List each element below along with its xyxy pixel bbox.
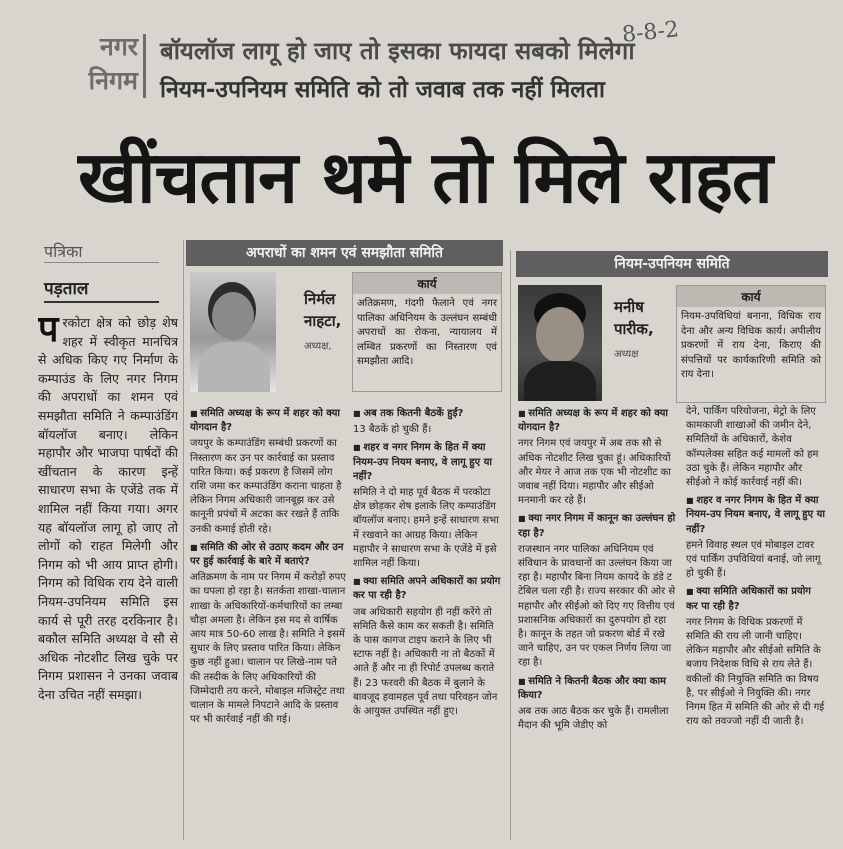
committee1-header: अपराधों का शमन एवं समझौता समिति (186, 240, 503, 266)
column-divider (183, 240, 184, 840)
member-name-1-text: निर्मल नाहटा, (304, 290, 342, 330)
duty-title-2: कार्य (677, 286, 825, 307)
question: ■ अब तक कितनी बैठकें हुईं? (353, 407, 503, 421)
section-label-top: नगर (99, 32, 138, 61)
duty-text-1: अतिक्रमण, गंदगी फैलाने एवं नगर पालिका अधिनियम के उल्लंघन सम्बंधी अपराधों का रोकना, न्यायालय में लम्बित प्रकरणों का निस्तारण एवं समझौता आदि। (357, 298, 497, 367)
kicker-line-1: बॉयलॉज लागू हो जाए तो इसका फायदा सबको मिलेगा (160, 37, 635, 65)
member-name-2-text: मनीष पारीक, (614, 298, 654, 338)
duty-box-2 (676, 285, 826, 403)
intro-article (38, 314, 178, 839)
question: ■ समिति ने कितनी बैठक और क्या काम किया? (518, 675, 676, 703)
handwritten-date: 8-8-2 (620, 17, 681, 48)
answer: देने, पार्किंग परियोजना, मेट्रो के लिए कामकाजी शाखाओं की जमीन देने, समितियों के अधिकारों, केशेव कॉम्पलेक्स सहित कई मामलों को हम उठा चुके हैं। लेकिन महापौर और सीईओ ने कोई कार्रवाई नहीं की। (686, 406, 819, 489)
headline: खींचतान थमे तो मिले राहत (78, 135, 772, 219)
committee2-column-1 (518, 403, 676, 839)
answer: जयपुर के कम्पाउंडिंग सम्बंधी प्रकरणों का निस्तारण कर उन पर कार्रवाई का प्रस्ताव पारित किया। कई प्रकरण है जिसमें लोग राशि जमा कर कम्पाउंडिंग कराना चाहता है लेकिन निगम अधिकारी जानबूझ कर उसे कानूनी प्रपंचों में अटका कर रखते हैं ताकि उनकी कमाई होती रहे। (190, 438, 342, 535)
answer: अब तक आठ बैठक कर चुके हैं। रामलीला मैदान की भूमि जेडीए को (518, 706, 669, 732)
member-name-2 (614, 296, 669, 366)
section-label (58, 30, 138, 98)
section-tag: पड़ताल (44, 276, 159, 303)
section-label-bottom: निगम (88, 66, 138, 95)
duty-title-1: कार्य (353, 273, 501, 294)
member-role-1: अध्यक्ष, (304, 341, 332, 352)
question: ■ शहर व नगर निगम के हित में क्या नियम-उप नियम बनाए, वे लागू हुए या नहीं? (353, 441, 503, 484)
committee2-header: नियम-उपनियम समिति (516, 251, 828, 277)
question: ■ क्या समिति अधिकारों का प्रयोग कर पा रही है? (686, 585, 826, 613)
kicker-line-2: नियम-उपनियम समिति को तो जवाब तक नहीं मिलता (160, 77, 605, 103)
answer: हमने विवाह स्थल एवं मोबाइल टावर एवं पार्किंग उपविधियां बनाई, जो लागू हो चुकी हैं। (686, 539, 821, 580)
answer: नगर निगम एवं जयपुर में अब तक सौ से अधिक नोटशीट लिख चुका हूं। अधिकारियों और मेयर ने आज तक एक भी नोटशीट का जवाब नहीं दिया। महापौर और सीईओ मनमानी कर रहे हैं। (518, 438, 671, 507)
answer: अतिक्रमण के नाम पर निगम में करोड़ों रुपए का घपला हो रहा है। सतर्कता शाखा-चालान शाखा के अधिकारियों-कर्मचारियों का लम्बा चौड़ा अमला है। लेकिन इस मद से वार्षिक आय मात्र 50-60 लाख है। समिति ने इसमें सुधार के लिए प्रस्ताव पारित किया। लेकिन कुछ नहीं हुआ। चालान पर लिखे-नाम पते की तस्दीक के लिए अधिकारियों की जिम्मेदारी तय करने, मोबाइल मजिस्ट्रेट तथा चालान के मामले निपटाने आदि के प्रस्ताव पर भी कार्रवाई नहीं की गई। (190, 572, 346, 726)
member-name-1 (304, 288, 359, 358)
member-role-2: अध्यक्ष (614, 349, 639, 360)
duty-text-2: नियम-उपविधियां बनाना, विधिक राय देना और अन्य विधिक कार्य। अपीलीय प्रकरणों में राय देना, किराए की संपत्तियों पर कार्यकारिणी समिति को राय देना। (681, 311, 821, 380)
answer: 13 बैठकें हो चुकी हैं। (353, 424, 432, 436)
member-photo-nirmal (190, 272, 276, 392)
kicker-bracket (143, 34, 153, 98)
duty-box-1 (352, 272, 502, 392)
question: ■ क्या समिति अपने अधिकारों का प्रयोग कर पा रही है? (353, 575, 503, 603)
committee1-column-1 (190, 403, 350, 839)
question: ■ समिति अध्यक्ष के रूप में शहर को क्या योगदान है? (190, 407, 350, 435)
column-divider (510, 250, 511, 840)
committee1-column-2 (353, 403, 503, 839)
question: ■ क्या नगर निगम में कानून का उल्लंघन हो रहा है? (518, 512, 676, 540)
answer: राजस्थान नगर पालिका अधिनियम एवं संविधान के प्रावधानों का उल्लंघन किया जा रहा है। महापौर बिना नियम कायदे के डंडे ट टेबिल चला रही है। राज्य सरकार की ओर से महापौर और सीईओ को दिए गए वित्तीय एवं प्रशासनिक अधिकारों का दुरुपयोग हो रहा है। कानून के तहत जो प्रकरण बोर्ड में रखे जाने चाहिए, उन पर एकल निर्णय लिया जा रहा है। (518, 543, 676, 669)
committee2-column-2 (686, 403, 826, 839)
question: ■ समिति की ओर से उठाए कदम और उन पर हुई कार्रवाई के बारे में बताएं? (190, 541, 350, 569)
intro-text: रकोटा क्षेत्र को छोड़ शेष शहर में स्वीकृत मानचित्र से अधिक किए गए निर्माण के कम्पाउंड के लिए नगर निगम की अपराधों का शमन एवं समझौता समिति ने कम्पाउंडिंग बॉयलॉज बनाए। लेकिन महापौर और भाजपा पार्षदों की खींचतान के कारण इन्हें साधारण सभा के एजेंडे तक में शामिल नहीं किया गया। अगर यह बॉयलॉज लागू हो जाए तो लोगों को राहत मिलेगी और निगम को भी आय प्राप्त होगी। निगम को विधिक राय देने वाली नियम-उपनियम समिति इस कार्य से पूरी तरह दरकिनार है। बकौल समिति अध्यक्ष वे सौ से अधिक नोटशीट लिख चुके पर निगम प्रशासन ने उनका जवाब देना उचित नहीं समझा। (38, 315, 178, 702)
answer: जब अधिकारी सहयोग ही नहीं करेंगे तो समिति कैसे काम कर सकती है। समिति के पास कागज टाइप कराने के लिए भी स्टाफ नहीं है। अधिकारी ना तो बैठकों में आते हैं और ना ही रिपोर्ट उपलब्ध कराते हैं। 23 फरवरी की बैठक में बुलाने के बावजूद हवामहल पूर्व तथा परिवहन जोन के आयुक्त उपस्थित नहीं हुए। (353, 606, 498, 718)
answer: नगर निगम के विधिक प्रकरणों में समिति की राय ली जानी चाहिए। लेकिन महापौर और सीईओ समिति के बजाय निदेशक विधि से राय लेते हैं। वकीलों की नियुक्ति समिति का विषय है, पर सीईओ ने नियुक्ति की। नगर निगम हित में समिति की ओर से दी गई राय को तवज्जो नहीं दी जाती है। (686, 616, 825, 728)
answer: समिति ने दो माह पूर्व बैठक में परकोटा क्षेत्र छोड़कर शेष इलाके लिए कम्पाउंडिंग बॉयलॉज बनाए। हमने इन्हें साधारण सभा में रखवाने का आग्रह किया। लेकिन महापौर ने साधारण सभा के एजेंडे में इसे शामिल नहीं किया। (353, 487, 499, 570)
paper-label: पत्रिका (44, 240, 159, 263)
member-photo-manish (518, 285, 602, 401)
dropcap: प (38, 314, 59, 350)
question: ■ समिति अध्यक्ष के रूप में शहर को क्या योगदान है? (518, 407, 676, 435)
question: ■ शहर व नगर निगम के हित में क्या नियम-उप नियम बनाए, वे लागू हुए या नहीं? (686, 494, 826, 537)
